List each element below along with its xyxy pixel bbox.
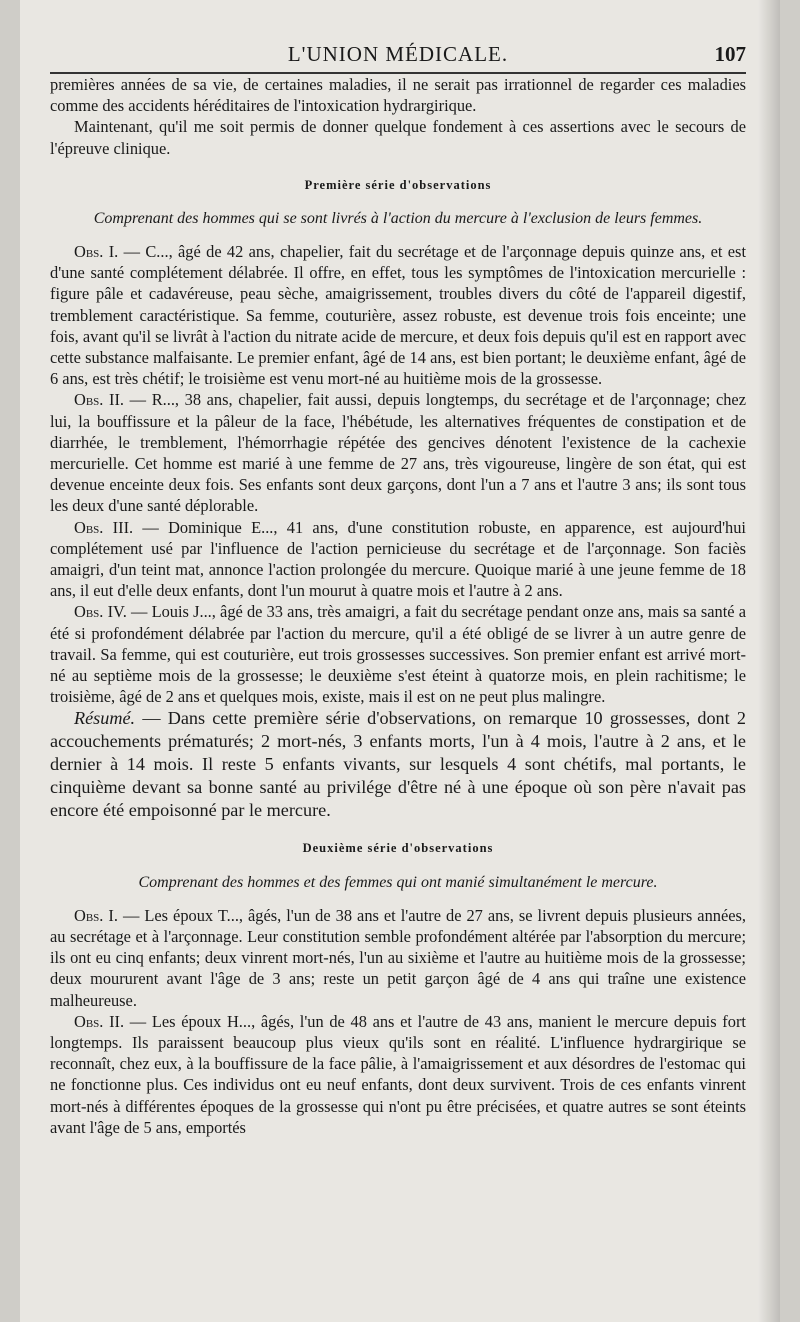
series-1-obs-3 xyxy=(50,517,746,602)
page-number: 107 xyxy=(714,42,746,66)
obs-label: Obs. II. xyxy=(74,1011,125,1031)
series-1-obs-4 xyxy=(50,601,746,707)
obs-label: Obs. III. xyxy=(74,517,134,537)
obs-label: Obs. II. xyxy=(74,390,125,410)
obs-text: — Les époux T..., âgés, l'un de 38 ans et l'autre de 27 ans, se livrent depuis plusieurs années, au secrétage et à l'arçonnage. Leur constitution semble profondément altérée par l'absorption du mercure; ils ont eu cinq enfants; deux vinrent mort-nés, l'un au sixième et l'autre au huitième mois de la grossesse; deux moururent avant l'âge de 3 ans; reste un petit garçon âgé de 4 ans qui traîne une existence malheureuse. xyxy=(50,905,746,1010)
obs-text: — Dominique E..., 41 ans, d'une constitution robuste, en apparence, est aujourd'hui complétement usé par l'influence de l'action pernicieuse du secrétage et de l'arçonnage. Son faciès amaigri, d'un teint mat, annonce l'action prolongée du mercure. Quoique marié à une jeune femme de 18 ans, il eut d'elle deux enfants, dont l'un mourut à quatre mois et l'autre à 2 ans. xyxy=(50,517,746,601)
obs-text: — Les époux H..., âgés, l'un de 48 ans et l'autre de 43 ans, manient le mercure depuis fort longtemps. Ils paraissent beaucoup plus vieux qu'ils sont en réalité. L'influence hydrargirique se reconnaît, chez eux, à la bouffissure de la face pâlie, à l'amaigrissement et aux désordres de l'estomac qui ne fonctionne plus. Ces individus ont eu neuf enfants, dont deux survivent. Trois de ces enfants vinrent mort-nés à différentes époques de la grossesse qui n'ont pu être précisées, et quatre autres se sont éteints avant l'âge de 5 ans, emportés xyxy=(50,1011,746,1137)
obs-text: — R..., 38 ans, chapelier, fait aussi, depuis longtemps, du secrétage et de l'arçonnage; chez lui, la bouffissure et la pâleur de la face, l'hébétude, les alternatives fréquentes de constipation et de diarrhée, le tremblement, l'hémorrhagie répétée des gencives dénotent l'existence de la cachexie mercurielle. Cet homme est marié à une femme de 27 ans, très vigoureuse, lingère de son état, qui est devenue enceinte deux fois. Ses enfants sont deux garçons, dont l'un a 7 ans et l'autre 3 ans; ils sont tous les deux d'une santé déplorable. xyxy=(50,390,746,516)
series-2-subtitle: Comprenant des hommes et des femmes qui ont manié simultanément le mercure. xyxy=(138,873,658,891)
series-1-title: Première série d'observations xyxy=(304,177,492,192)
series-1-subtitle: Comprenant des hommes qui se sont livrés à l'action du mercure à l'exclusion de leurs femmes. xyxy=(93,210,703,228)
series-1-obs-1 xyxy=(50,241,746,389)
resume-text: — Dans cette première série d'observations, on remarque 10 grossesses, dont 2 accouchements prématurés; 2 mort-nés, 3 enfants morts, l'un à 4 mois, l'autre à 2 ans, et le dernier à 14 mois. Il reste 5 enfants vivants, sur lesquels 4 sont chétifs, mal portants, le cinquième devant sa bonne santé au privilége d'être né à une époque où son père n'avait pas encore été empoisonné par le mercure. xyxy=(50,708,746,821)
obs-text: — C..., âgé de 42 ans, chapelier, fait du secrétage et de l'arçonnage depuis quinze ans, et est d'une santé complétement délabrée. Il offre, en effet, tous les symptômes de l'intoxication mercurielle : figure pâle et cadavéreuse, peau sèche, amaigrissement, troubles divers du côté de l'appareil digestif, tremblement caractéristique. Sa femme, couturière, assez robuste, est devenue trois fois enceinte; une fois, avant qu'il se livrât à l'action du nitrate acide de mercure, et deux fois depuis qu'il est en rapport avec cette substance malfaisante. Le premier enfant, âgé de 14 ans, est bien portant; le deuxième enfant, âgé de 6 ans, est très chétif; le troisième est venu mort-né au huitième mois de la grossesse. xyxy=(50,242,746,389)
series-2-obs-1 xyxy=(50,905,746,1011)
document-page xyxy=(20,0,780,1322)
series-1-resume xyxy=(50,707,746,822)
series-1-obs-2 xyxy=(50,389,746,516)
body-text xyxy=(50,74,746,1138)
journal-title: L'UNION MÉDICALE. xyxy=(287,42,509,66)
resume-label: Résumé. xyxy=(74,708,136,729)
series-2-obs-2 xyxy=(50,1011,746,1138)
obs-label: Obs. I. xyxy=(74,905,118,925)
obs-label: Obs. I. xyxy=(74,242,119,262)
running-head xyxy=(50,38,746,74)
intro-paragraph-2: Maintenant, qu'il me soit permis de donner quelque fondement à ces assertions avec le secours de l'épreuve clinique. xyxy=(50,117,746,158)
intro-paragraph-1: premières années de sa vie, de certaines maladies, il ne serait pas irrationnel de regarder ces maladies comme des accidents héréditaires de l'intoxication hydrargirique. xyxy=(50,75,746,116)
obs-text: — Louis J..., âgé de 33 ans, très amaigri, a fait du secrétage pendant onze ans, mais sa santé a été si profondément délabrée par l'action du mercure, qu'il a été obligé de se livrer à un autre genre de travail. Sa femme, qui est couturière, eut trois grossesses successives. Son premier enfant est arrivé mort-né au septième mois de la grossesse; le deuxième s'est éteint à quatorze mois, en plein rachitisme; le troisième, âgé de 2 ans et quelques mois, existe, mais il est on ne peut plus malingre. xyxy=(50,602,747,707)
page-edge-shadow xyxy=(758,0,780,1322)
obs-label: Obs. IV. xyxy=(74,602,127,622)
series-2-title: Deuxième série d'observations xyxy=(302,841,494,856)
